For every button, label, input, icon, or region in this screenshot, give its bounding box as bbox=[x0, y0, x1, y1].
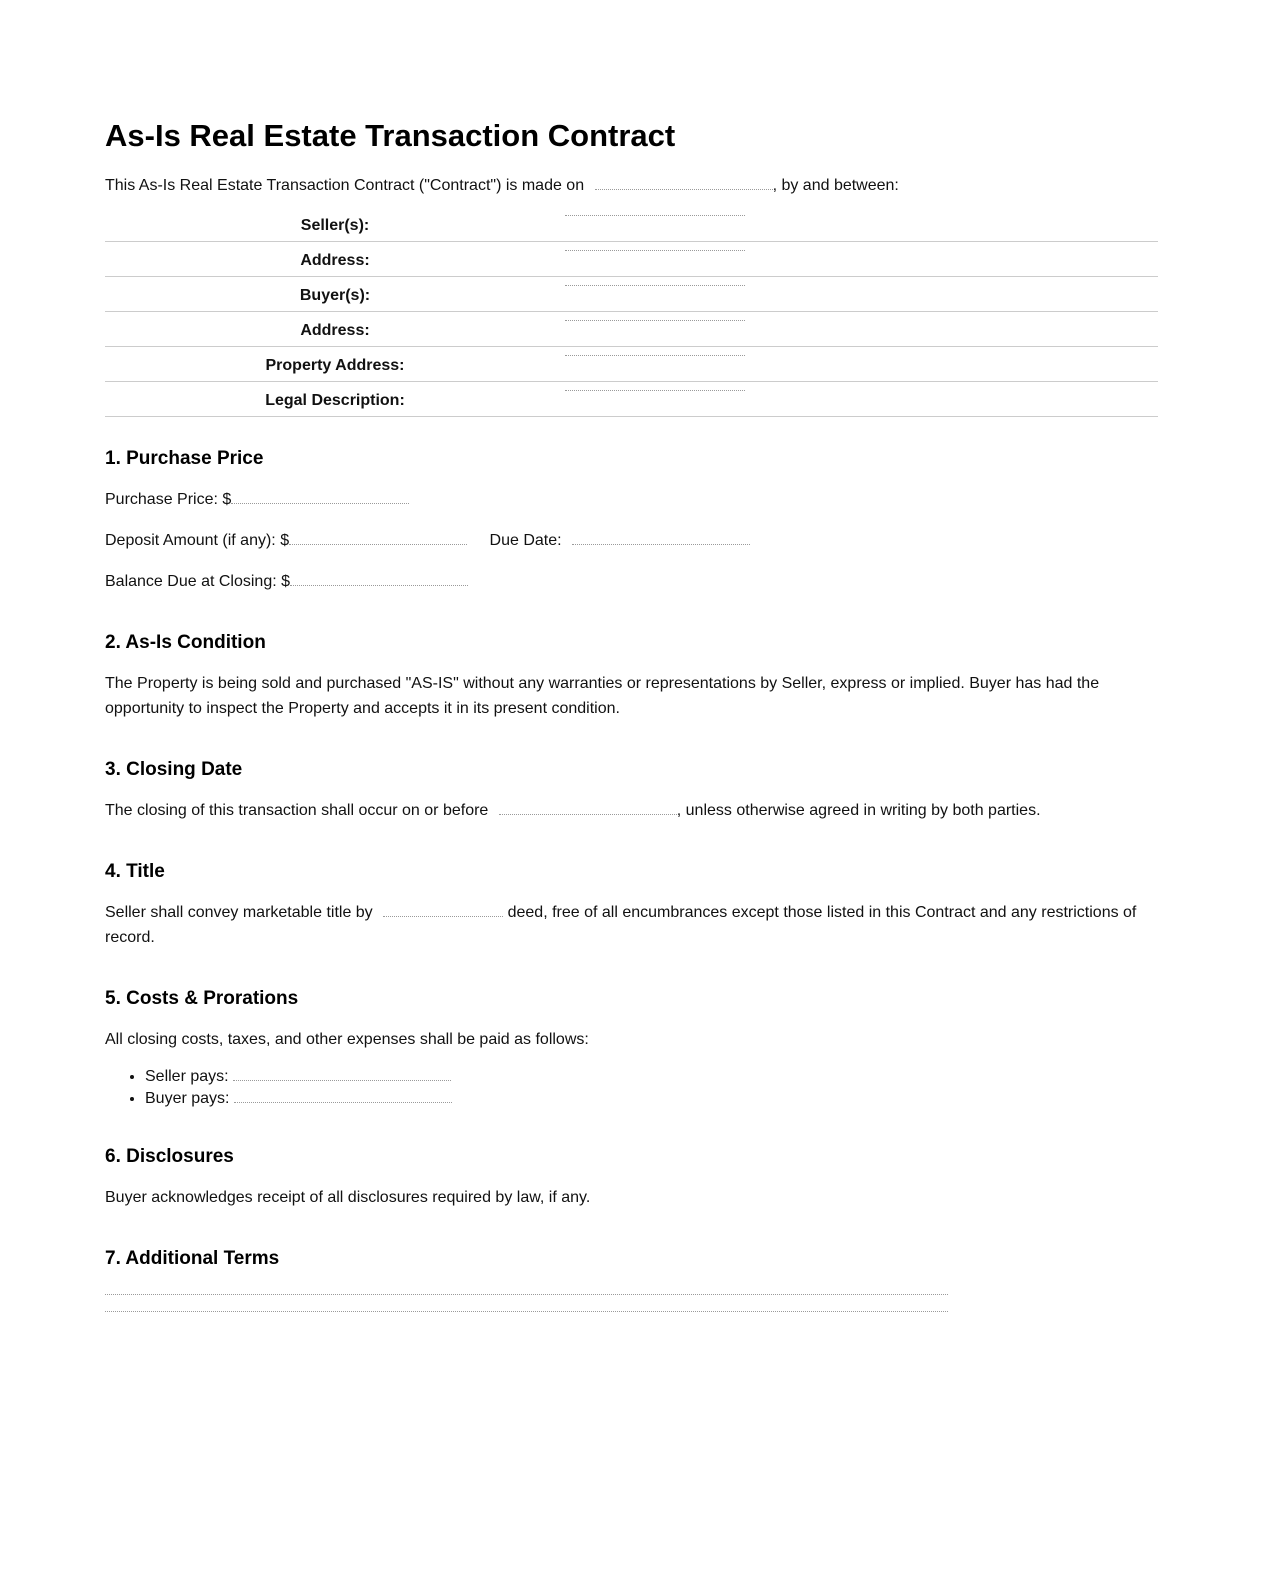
property-address-label: Property Address: bbox=[105, 347, 565, 382]
seller-input-line[interactable] bbox=[565, 207, 745, 216]
buyer-pays-label: Buyer pays: bbox=[145, 1090, 230, 1107]
section-disclosures bbox=[105, 1145, 1158, 1210]
section-costs-prorations bbox=[105, 987, 1158, 1108]
purchase-price-label: Purchase Price: $ bbox=[105, 491, 232, 508]
deposit-label: Deposit Amount (if any): $ bbox=[105, 532, 290, 549]
legal-description-label: Legal Description: bbox=[105, 382, 565, 417]
table-row bbox=[105, 347, 1158, 382]
buyer-address-field[interactable] bbox=[565, 312, 1158, 347]
section-as-is-condition bbox=[105, 631, 1158, 721]
section-heading: 6. Disclosures bbox=[105, 1146, 234, 1167]
closing-text-after: , unless otherwise agreed in writing by both parties. bbox=[676, 802, 1041, 819]
as-is-text: The Property is being sold and purchased "AS-IS" without any warranties or representations by Seller, express or implied. Buyer has had the opportunity to inspect the Property and accepts it in its present condition. bbox=[105, 675, 1100, 717]
seller-field[interactable] bbox=[565, 207, 1158, 242]
legal-description-input-line[interactable] bbox=[565, 382, 745, 391]
section-title bbox=[105, 860, 1158, 950]
balance-field[interactable] bbox=[290, 569, 468, 586]
closing-date-field[interactable] bbox=[499, 798, 677, 815]
due-date-field[interactable] bbox=[572, 528, 750, 545]
title-line bbox=[105, 900, 1158, 950]
title-text: Seller shall convey marketable title by bbox=[105, 904, 373, 921]
purchase-price-line bbox=[105, 487, 1158, 512]
intro-paragraph bbox=[105, 173, 1158, 198]
seller-pays-field[interactable] bbox=[233, 1064, 451, 1081]
legal-description-field[interactable] bbox=[565, 382, 1158, 417]
additional-terms-line-1[interactable] bbox=[105, 1284, 948, 1295]
contract-date-field[interactable] bbox=[595, 173, 773, 190]
costs-list bbox=[105, 1064, 1158, 1108]
deposit-line bbox=[105, 528, 1158, 553]
section-heading: 7. Additional Terms bbox=[105, 1248, 280, 1269]
seller-pays-label: Seller pays: bbox=[145, 1068, 229, 1085]
property-address-field[interactable] bbox=[565, 347, 1158, 382]
section-heading: 1. Purchase Price bbox=[105, 448, 264, 469]
intro-text-after: , by and between: bbox=[772, 177, 899, 194]
additional-terms-fields bbox=[105, 1284, 1158, 1312]
buyer-address-input-line[interactable] bbox=[565, 312, 745, 321]
closing-date-line bbox=[105, 798, 1158, 823]
seller-label: Seller(s): bbox=[105, 207, 565, 242]
table-row bbox=[105, 277, 1158, 312]
section-heading: 3. Closing Date bbox=[105, 759, 243, 780]
purchase-price-field[interactable] bbox=[231, 487, 409, 504]
balance-label: Balance Due at Closing: $ bbox=[105, 573, 290, 590]
title-text-after: deed, free of all encumbrances except those listed in this Contract and any restrictions of record. bbox=[105, 904, 1137, 946]
costs-text: All closing costs, taxes, and other expenses shall be paid as follows: bbox=[105, 1031, 589, 1048]
list-item bbox=[145, 1086, 1158, 1108]
table-row bbox=[105, 382, 1158, 417]
buyer-field[interactable] bbox=[565, 277, 1158, 312]
seller-address-label: Address: bbox=[105, 242, 565, 277]
buyer-input-line[interactable] bbox=[565, 277, 745, 286]
buyer-address-label: Address: bbox=[105, 312, 565, 347]
section-heading: 4. Title bbox=[105, 861, 165, 882]
seller-address-input-line[interactable] bbox=[565, 242, 745, 251]
table-row bbox=[105, 207, 1158, 242]
parties-table bbox=[105, 207, 1158, 417]
section-closing-date bbox=[105, 758, 1158, 823]
list-item bbox=[145, 1064, 1158, 1086]
section-heading: 2. As-Is Condition bbox=[105, 632, 266, 653]
deposit-field[interactable] bbox=[289, 528, 467, 545]
buyer-pays-field[interactable] bbox=[234, 1086, 452, 1103]
intro-text: This As-Is Real Estate Transaction Contract ("Contract") is made on bbox=[105, 177, 585, 194]
disclosures-text: Buyer acknowledges receipt of all disclosures required by law, if any. bbox=[105, 1189, 591, 1206]
closing-text: The closing of this transaction shall occur on or before bbox=[105, 802, 489, 819]
buyer-label: Buyer(s): bbox=[105, 277, 565, 312]
section-additional-terms bbox=[105, 1247, 1158, 1312]
section-heading: 5. Costs & Prorations bbox=[105, 988, 299, 1009]
property-address-input-line[interactable] bbox=[565, 347, 745, 356]
table-row bbox=[105, 242, 1158, 277]
table-row bbox=[105, 312, 1158, 347]
section-purchase-price bbox=[105, 447, 1158, 594]
seller-address-field[interactable] bbox=[565, 242, 1158, 277]
additional-terms-line-2[interactable] bbox=[105, 1301, 948, 1312]
balance-line bbox=[105, 569, 1158, 594]
document-title: As-Is Real Estate Transaction Contract bbox=[105, 118, 676, 153]
deed-type-field[interactable] bbox=[383, 900, 503, 917]
due-date-label: Due Date: bbox=[489, 532, 562, 549]
